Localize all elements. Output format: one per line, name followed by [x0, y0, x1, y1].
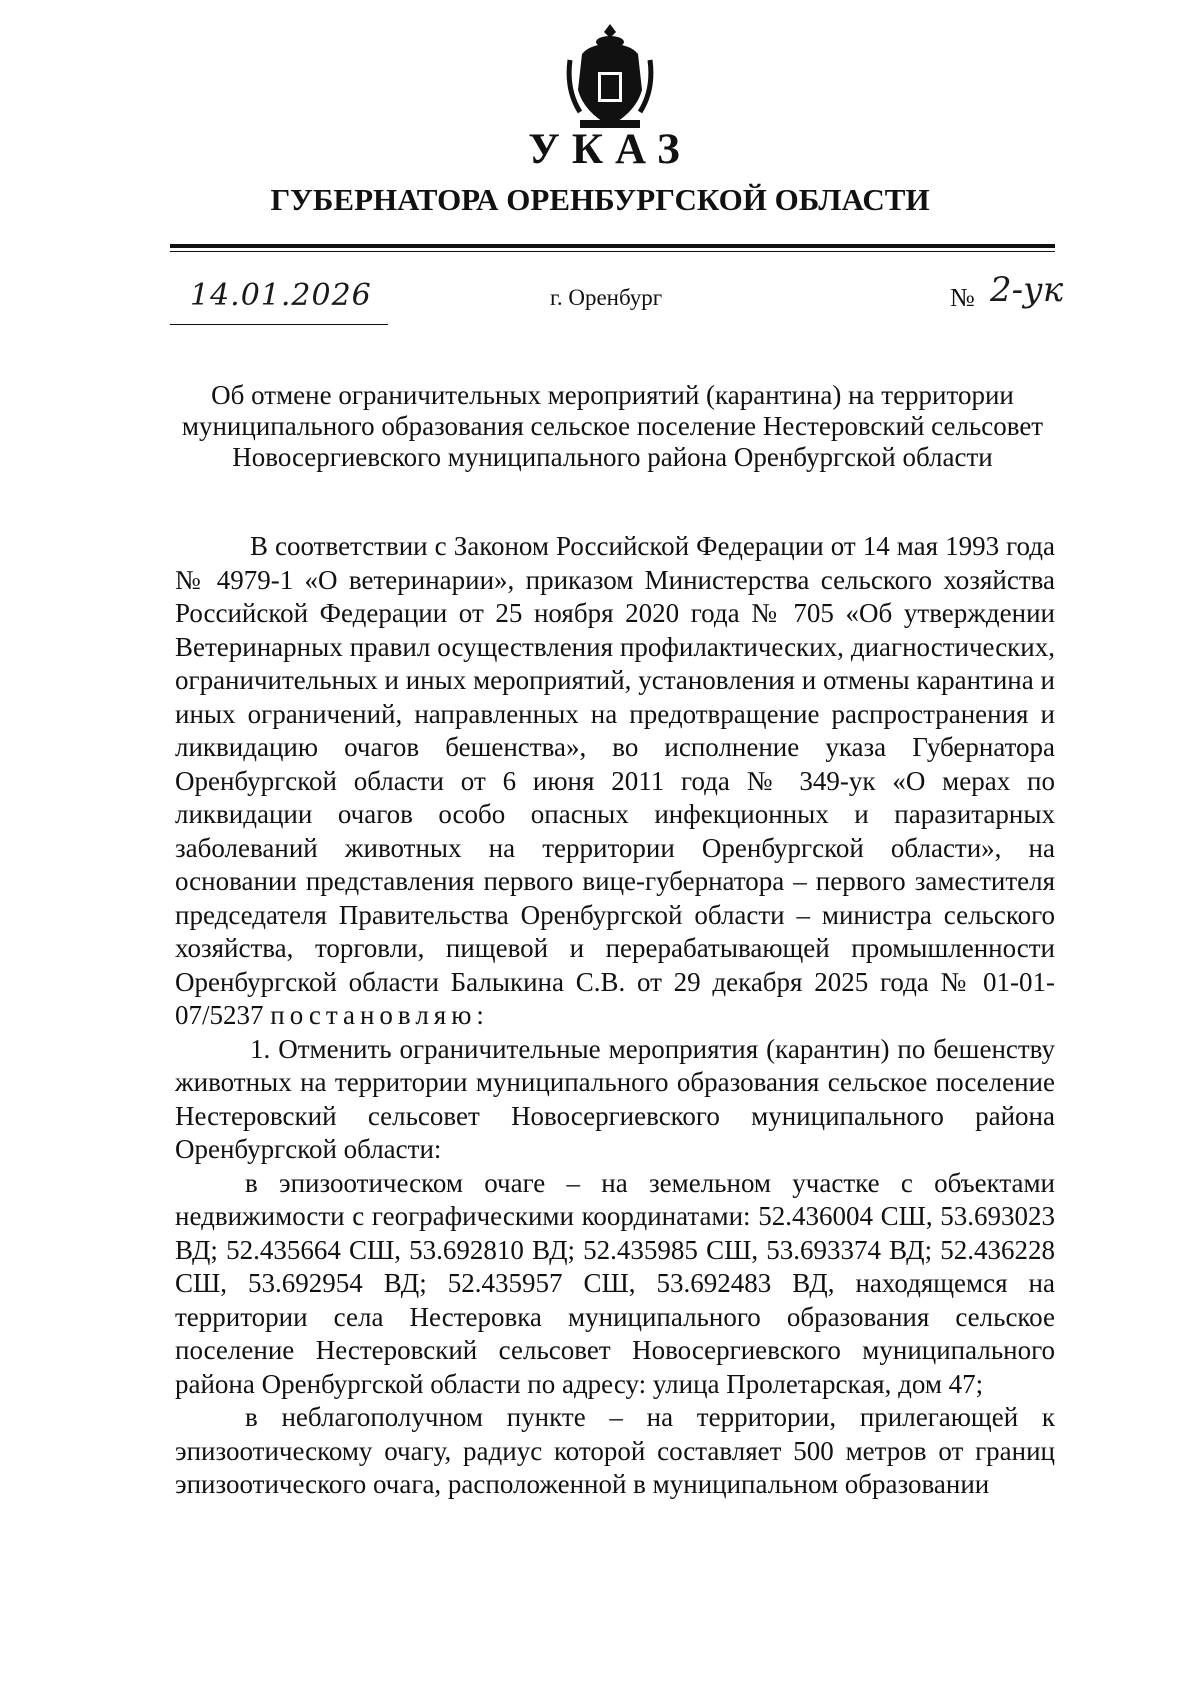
clause-1-paragraph: 1. Отменить ограничительные мероприятия (карантин) по бешенству животных на территории муниципального образования сельское поселение Нестеровский сельсовет Новосергиевского муниципального района Оренбургской области:	[175, 1033, 1055, 1164]
clause-1-focus-paragraph: в эпизоотическом очаге – на земельном участке с объектами недвижимости с географическими координатами: 52.436004 СШ, 53.693023 ВД; 52.435664 СШ, 53.692810 ВД; 52.435985 СШ, 53.693374 ВД; 52.436228 СШ, 53.692954 ВД; 52.435957 СШ, 53.692483 ВД, находящемся на территории села Нестеровка муниципального образования сельское поселение Нестеровский сельсовет Новосергиевского муниципального района Оренбургской области по адресу: улица Пролетарская, дом 47;	[175, 1167, 1055, 1399]
preamble-text: В соответствии с Законом Российской Федерации от 14 мая 1993 года № 4979-1 «О ветеринарии», приказом Министерства сельского хозяйства Российской Федерации от 25 ноября 2020 года № 705 «Об утверждении Ветеринарных правил осуществления профилактических, диагностических, ограничительных и иных мероприятий, установления и отмены карантина и иных ограничений, направленных на предотвращение распространения и ликвидацию очагов бешенства», во исполнение указа Губернатора Оренбургской области от 6 июня 2011 года № 349-ук «О мерах по ликвидации очагов особо опасных инфекционных и паразитарных заболеваний животных на территории Оренбургской области», на основании представления первого вице-губернатора – первого заместителя председателя Правительства Оренбургской области – министра сельского хозяйства, торговли, пищевой и перерабатывающей промышленности Оренбургской области Балыкина С.В. от 29 декабря 2025 года № 01-01-07/5237	[175, 531, 1055, 1030]
header-divider-thick	[170, 244, 1055, 248]
clause-1-area-paragraph: в неблагополучном пункте – на территории, прилегающей к эпизоотическому очагу, радиус которой составляет 500 метров от границ эпизоотического очага, расположенной в муниципальном образовании	[175, 1402, 1055, 1499]
decree-place: г. Оренбург	[550, 285, 663, 310]
decree-date: 14.01.2026	[190, 278, 372, 313]
document-issuer: ГУБЕРНАТОРА ОРЕНБУРГСКОЙ ОБЛАСТИ	[270, 182, 930, 217]
resolution-word: постановляю:	[270, 1000, 489, 1030]
subject-line: муниципального образования сельское поселение Нестеровский сельсовет	[181, 411, 1044, 441]
coat-of-arms-emblem	[560, 20, 660, 140]
document-title: УКАЗ	[528, 126, 692, 173]
subject-line: Об отмене ограничительных мероприятий (карантина) на территории	[211, 380, 1014, 410]
subject-line: Новосергиевского муниципального района Оренбургской области	[232, 442, 993, 472]
preamble-paragraph	[175, 530, 1055, 1033]
header-divider-thin	[170, 251, 1055, 252]
decree-subject	[170, 380, 1055, 473]
decree-body	[175, 530, 1055, 1502]
decree-number: 2-ук	[990, 270, 1064, 310]
decree-date-field	[170, 280, 388, 325]
decree-number-label: №	[950, 283, 975, 312]
